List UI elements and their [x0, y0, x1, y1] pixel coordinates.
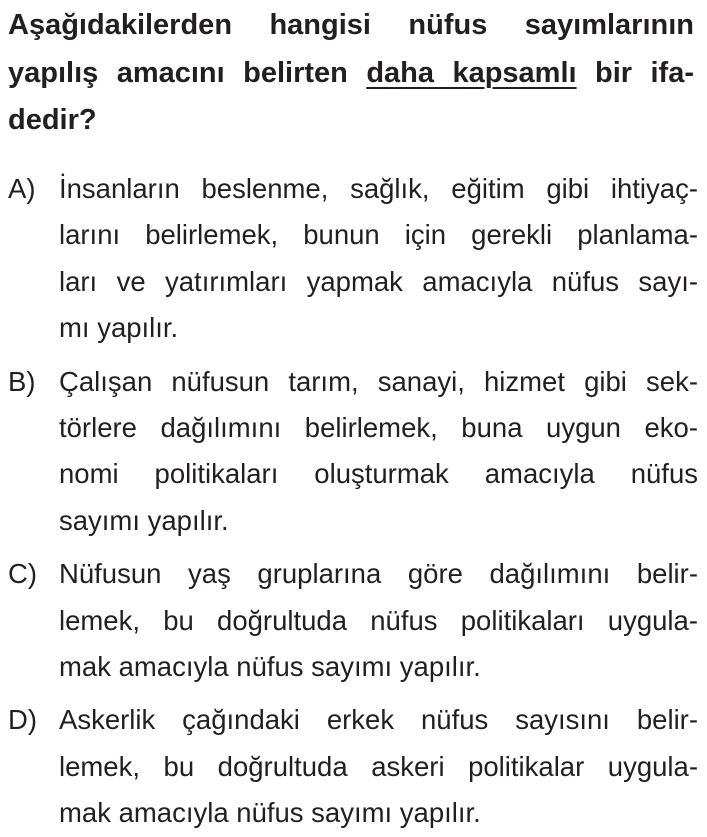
option-b-line-4: sayımı yapılır.: [59, 504, 229, 536]
question-line-2-end: bir ifa-: [576, 56, 695, 89]
option-b-line-3: nomi politikaları oluşturmak amacıyla nüfus: [59, 458, 698, 490]
option-b-letter: B): [8, 365, 36, 397]
option-c-line-3: mak amacıyla nüfus sayımı yapılır.: [59, 651, 481, 683]
option-a-line-1: İnsanların beslenme, sağlık, eğitim gibi ihtiyaç-: [59, 173, 698, 204]
option-b[interactable]: [8, 359, 698, 545]
option-d-line-1: Askerlik çağındaki erkek nüfus sayısını belir-: [59, 704, 698, 736]
question-stem: [8, 2, 694, 145]
option-c-letter: C): [8, 558, 38, 590]
option-a-letter: A): [8, 173, 36, 204]
option-d-letter: D): [8, 704, 38, 736]
question-line-1: Aşağıdakilerden hangisi nüfus sayımlarının: [8, 9, 694, 41]
option-c-line-1: Nüfusun yaş gruplarına göre dağılımını belir-: [59, 558, 698, 590]
option-c-line-2: lemek, bu doğrultuda nüfus politikaları uygula-: [59, 604, 698, 636]
option-d[interactable]: [8, 697, 698, 836]
answer-options: [8, 166, 698, 837]
question-line-3: dedir?: [8, 104, 97, 136]
option-d-line-3: mak amacıyla nüfus sayımı yapılır.: [59, 797, 481, 829]
option-a-line-3: ları ve yatırımları yapmak amacıyla nüfus sayı-: [59, 265, 698, 297]
question-line-2: [8, 50, 694, 98]
option-b-line-2: törlere dağılımını belirlemek, buna uygun eko-: [59, 412, 698, 444]
option-d-line-2: lemek, bu doğrultuda askeri politikalar uygula-: [59, 750, 698, 782]
option-a[interactable]: [8, 166, 698, 352]
option-b-line-1: Çalışan nüfusun tarım, sanayi, hizmet gibi sek-: [59, 365, 698, 397]
question-line-2-start: yapılış amacını belirten: [8, 56, 367, 89]
option-a-line-2: larını belirlemek, bunun için gerekli planlama-: [59, 219, 698, 251]
option-a-line-4: mı yapılır.: [59, 312, 179, 344]
emphasis-underlined: daha kapsamlı: [366, 56, 577, 89]
option-c[interactable]: [8, 551, 698, 690]
